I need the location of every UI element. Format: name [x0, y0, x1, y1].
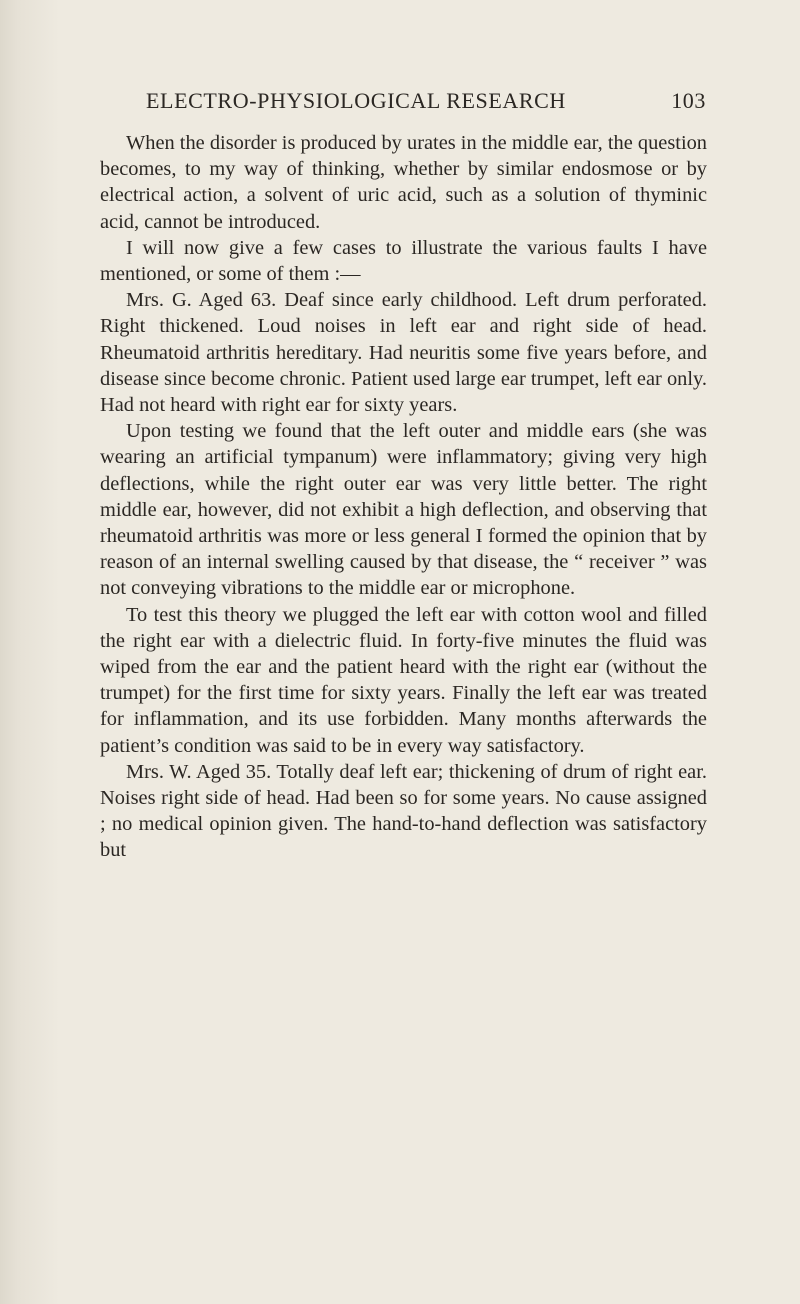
paragraph: Mrs. W. Aged 35. Totally deaf left ear; thickening of drum of right ear. Noises right side of head. Had been so for some years. No cause assigned ; no medical opinion given. The hand-to-hand deflection was satisfactory but [100, 760, 707, 862]
page-number: 103 [671, 88, 706, 113]
paragraph: Mrs. G. Aged 63. Deaf since early childhood. Left drum perforated. Right thickened. Loud noises in left ear and right side of head. Rheumatoid arthritis hereditary. Had neuritis some five years before, and disease since become chronic. Patient used large ear trumpet, left ear only. Had not heard with right ear for sixty years. [100, 289, 707, 417]
body-text [100, 130, 707, 864]
paragraph: Upon testing we found that the left outer and middle ears (she was wearing an artificial tympanum) were inflammatory; giving very high deflections, while the right outer ear was very little better. The right middle ear, however, did not exhibit a high deflection, and observing that rheumatoid arthritis was more or less general I formed the opinion that by reason of an internal swelling caused by that disease, the “ receiver ” was not conveying vibrations to the middle ear or microphone. [100, 420, 707, 600]
page-header [146, 88, 706, 122]
paragraph: To test this theory we plugged the left ear with cotton wool and filled the right ear with a dielectric fluid. In forty-five minutes the fluid was wiped from the ear and the patient heard with the right ear (without the trumpet) for the first time for sixty years. Finally the left ear was treated for inflammation, and its use forbidden. Many months afterwards the patient’s condition was said to be in every way satisfactory. [100, 603, 707, 757]
running-title: ELECTRO-PHYSIOLOGICAL RESEARCH [146, 88, 566, 113]
paragraph: When the disorder is produced by urates in the middle ear, the question becomes, to my way of thinking, whether by similar endosmose or by electrical action, a solvent of uric acid, such as a solution of thyminic acid, cannot be introduced. [100, 132, 707, 233]
paragraph: I will now give a few cases to illustrate the various faults I have mentioned, or some of them :— [100, 236, 707, 286]
